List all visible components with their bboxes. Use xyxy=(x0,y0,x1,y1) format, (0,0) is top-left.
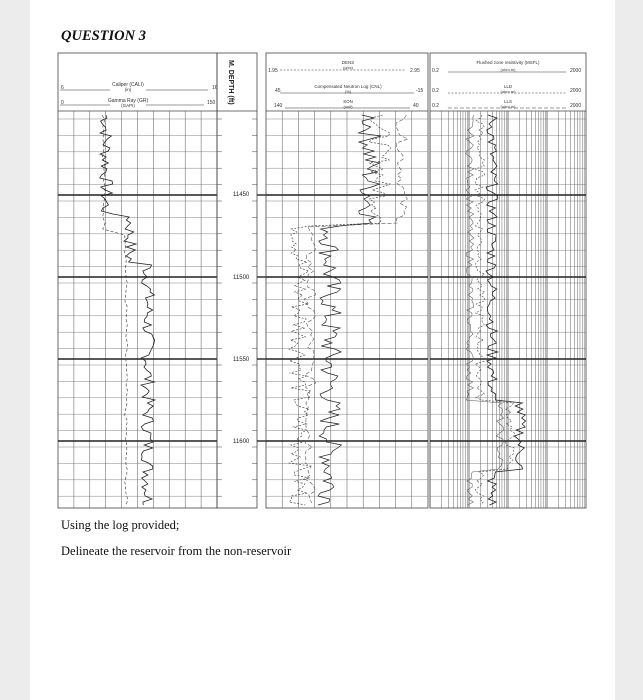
gamma-label: Gamma Ray (GR) xyxy=(107,98,149,104)
track-caliper-gamma xyxy=(58,53,218,508)
son-unit: (us/f) xyxy=(343,104,353,109)
track-resistivity xyxy=(430,53,586,508)
lld-min: 0.2 xyxy=(432,88,439,94)
caliper-unit: (in) xyxy=(124,87,132,92)
lls-unit: (ohm.m) xyxy=(500,104,516,109)
depth-11450: 11450 xyxy=(233,192,250,198)
lls-curve xyxy=(475,115,514,505)
dens-min: 1.95 xyxy=(268,68,278,74)
lld-unit: (ohm.m) xyxy=(500,89,516,94)
gamma-unit: (GAPI) xyxy=(121,103,135,108)
son-min: 140 xyxy=(274,103,283,109)
gamma-min: 0 xyxy=(61,100,64,106)
caliper-max: 16 xyxy=(212,85,218,91)
track4-grid xyxy=(430,111,586,508)
msfl-min: 0.2 xyxy=(432,68,439,74)
depth-11600: 11600 xyxy=(233,439,250,445)
track3-grid xyxy=(266,111,428,508)
track-porosity xyxy=(266,53,428,508)
msfl-curve xyxy=(466,115,504,505)
depth-11500: 11500 xyxy=(233,275,250,281)
density-curve xyxy=(318,115,381,505)
caliper-label: Caliper (CALI) xyxy=(112,82,144,88)
gamma-max: 150 xyxy=(207,100,216,106)
cnl-label: Compensated Neutron Log (CNL) xyxy=(314,84,382,89)
caliper-min: 6 xyxy=(61,85,64,91)
msfl-unit: (ohm.m) xyxy=(500,67,516,72)
son-max: 40 xyxy=(413,103,419,109)
dens-label: DENS xyxy=(341,60,355,65)
track-depth xyxy=(217,53,266,508)
lld-max: 2000 xyxy=(570,88,582,94)
instruction-line-2: Delineate the reservoir from the non-reservoir xyxy=(61,544,292,558)
cnl-unit: (%) xyxy=(344,89,352,94)
dens-max: 2.95 xyxy=(410,68,420,74)
msfl-max: 2000 xyxy=(570,68,582,74)
cnl-max: -15 xyxy=(416,88,424,94)
lld-label: LLD xyxy=(503,84,513,89)
well-log-figure xyxy=(30,0,615,510)
lls-max: 2000 xyxy=(570,103,582,109)
track1-grid xyxy=(58,111,217,508)
cnl-min: 45 xyxy=(275,88,281,94)
msfl-label: Flushed zone resistivity (MSFL) xyxy=(476,60,540,65)
depth-header: M. DEPTH (ft) xyxy=(227,60,234,105)
dens-unit: (g/cc) xyxy=(343,65,353,70)
lls-label: LLS xyxy=(503,99,513,104)
caliper-curve xyxy=(103,115,128,505)
gamma-ray-curve xyxy=(100,115,155,505)
lls-min: 0.2 xyxy=(432,103,439,109)
depth-11550: 11550 xyxy=(233,357,250,363)
son-label: SON xyxy=(343,99,353,104)
question-page xyxy=(30,0,615,700)
instruction-line-1: Using the log provided; xyxy=(61,518,180,532)
sonic-curve xyxy=(304,115,408,503)
question-title: QUESTION 3 xyxy=(61,28,146,44)
